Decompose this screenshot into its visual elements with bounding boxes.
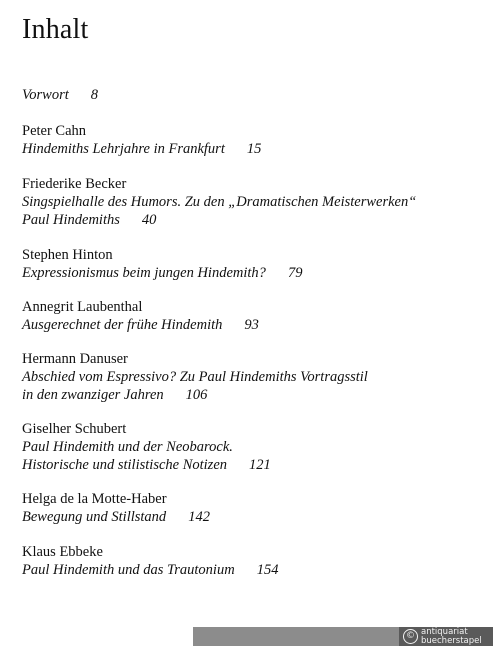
toc-entry [22, 298, 259, 334]
entry-title-line: Paul Hindemiths [22, 212, 120, 228]
entry-page-number: 8 [90, 87, 98, 103]
toc-entry [22, 490, 210, 526]
entry-page-number: 142 [188, 509, 210, 525]
entry-author: Helga de la Motte-Haber [22, 491, 167, 507]
entry-page-number: 79 [287, 265, 303, 281]
entry-page-number: 154 [256, 562, 279, 578]
page-title: Inhalt [22, 14, 89, 45]
entry-author: Giselher Schubert [22, 421, 127, 437]
entry-page-number: 121 [249, 457, 271, 473]
entry-title-line: Historische und stilistische Notizen [22, 457, 228, 473]
entry-author: Friederike Becker [22, 176, 127, 192]
toc-entry-preface [22, 86, 98, 104]
toc-entry [22, 246, 302, 282]
entry-author: Klaus Ebbeke [22, 544, 103, 560]
entry-title-line: Bewegung und Stillstand [22, 509, 167, 525]
entry-title-line: Hindemiths Lehrjahre in Frankfurt [22, 141, 225, 157]
entry-title-line: Abschied vom Espressivo? Zu Paul Hindemiths Vortragsstil [22, 369, 368, 385]
stamp-line-1: antiquariat [421, 626, 468, 637]
entry-author: Annegrit Laubenthal [22, 299, 143, 315]
entry-page-number: 15 [246, 141, 262, 157]
entry-title-line: Expressionismus beim jungen Hindemith? [22, 265, 266, 281]
toc-entry [22, 543, 278, 579]
watermark-stamp [399, 627, 493, 646]
entry-author: Hermann Danuser [22, 351, 128, 367]
entry-author: Stephen Hinton [22, 247, 113, 263]
entry-page-number: 93 [244, 317, 259, 333]
toc-entry [22, 420, 271, 474]
entry-title-line: Vorwort [22, 87, 69, 103]
stamp-line-2: buecherstapel [421, 635, 482, 646]
toc-entry [22, 122, 261, 158]
entry-title-line: Paul Hindemith und der Neobarock. [22, 439, 233, 455]
entry-title-line: Singspielhalle des Humors. Zu den „Dramatischen Meisterwerken“ [22, 194, 417, 210]
entry-title-line: Ausgerechnet der frühe Hindemith [22, 317, 223, 333]
entry-title-line: in den zwanziger Jahren [22, 387, 164, 403]
entry-author: Peter Cahn [22, 123, 87, 139]
toc-entry [22, 350, 368, 404]
copyright-icon: © [403, 629, 418, 644]
toc-entry [22, 175, 416, 229]
entry-page-number: 106 [185, 387, 208, 403]
entry-page-number: 40 [141, 212, 157, 228]
entry-title-line: Paul Hindemith und das Trautonium [22, 562, 235, 578]
watermark-bar [193, 627, 493, 646]
